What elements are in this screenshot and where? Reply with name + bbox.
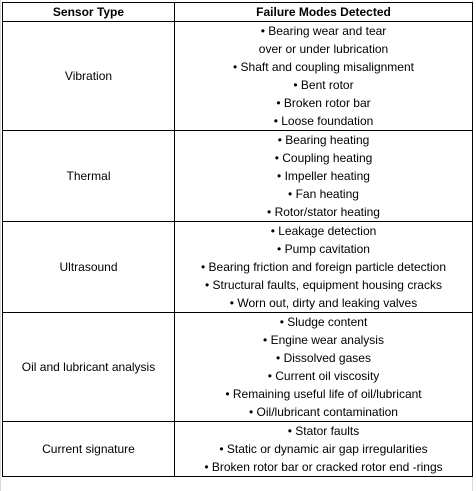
table-row	[3, 313, 473, 422]
failure-mode-item: • Shaft and coupling misalignment	[233, 60, 414, 74]
header-sensor-type[interactable]: Sensor Type	[3, 3, 175, 22]
failure-modes-cell[interactable]	[175, 313, 473, 422]
failure-mode-item: • Rotor/stator heating	[267, 205, 380, 219]
failure-mode-item: • Structural faults, equipment housing cracks	[205, 278, 442, 292]
header-row	[3, 3, 473, 22]
failure-mode-item: • Loose foundation	[273, 114, 374, 128]
failure-mode-item: • Leakage detection	[270, 224, 377, 238]
failure-mode-item: • Bent rotor	[293, 78, 354, 92]
failure-mode-item: • Engine wear analysis	[263, 333, 384, 347]
failure-mode-item: • Static or dynamic air gap irregularities	[219, 442, 428, 456]
failure-mode-item: • Current oil viscosity	[267, 369, 380, 383]
gridline-left	[0, 0, 1, 491]
failure-mode-item: • Bearing wear and tear	[260, 24, 387, 38]
failure-mode-item: • Broken rotor bar or cracked rotor end -rings	[204, 460, 443, 474]
failure-modes-cell[interactable]	[175, 222, 473, 313]
failure-mode-item: • Bearing friction and foreign particle detection	[200, 260, 446, 274]
failure-modes-cell[interactable]	[175, 422, 473, 477]
table-row	[3, 422, 473, 477]
sensor-type-cell[interactable]: Thermal	[3, 131, 175, 222]
failure-mode-item: • Stator faults	[287, 424, 360, 438]
failure-modes-cell[interactable]	[175, 22, 473, 131]
failure-mode-item: • Impeller heating	[277, 169, 370, 183]
sensor-type-cell[interactable]: Vibration	[3, 22, 175, 131]
sensor-type-cell[interactable]: Ultrasound	[3, 222, 175, 313]
failure-mode-item: • Oil/lubricant contamination	[249, 405, 398, 419]
failure-mode-item: • Worn out, dirty and leaking valves	[229, 296, 418, 310]
header-failure-modes[interactable]: Failure Modes Detected	[175, 3, 473, 22]
sensor-type-cell[interactable]: Oil and lubricant analysis	[3, 313, 175, 422]
failure-mode-item: • Remaining useful life of oil/lubricant	[225, 387, 422, 401]
failure-mode-item: • Fan heating	[288, 187, 359, 201]
failure-mode-item: • Dissolved gases	[276, 351, 371, 365]
failure-mode-item: over or under lubrication	[258, 42, 389, 56]
failure-mode-item: • Sludge content	[279, 315, 368, 329]
failure-mode-item: • Broken rotor bar	[276, 96, 371, 110]
failure-mode-item: • Pump cavitation	[277, 242, 370, 256]
failure-modes-cell[interactable]	[175, 131, 473, 222]
sensor-type-cell[interactable]: Current signature	[3, 422, 175, 477]
failure-mode-item: • Bearing heating	[277, 133, 370, 147]
table-row	[3, 222, 473, 313]
table-row	[3, 131, 473, 222]
table-row	[3, 22, 473, 131]
failure-modes-table	[2, 2, 473, 477]
failure-mode-item: • Coupling heating	[274, 151, 373, 165]
